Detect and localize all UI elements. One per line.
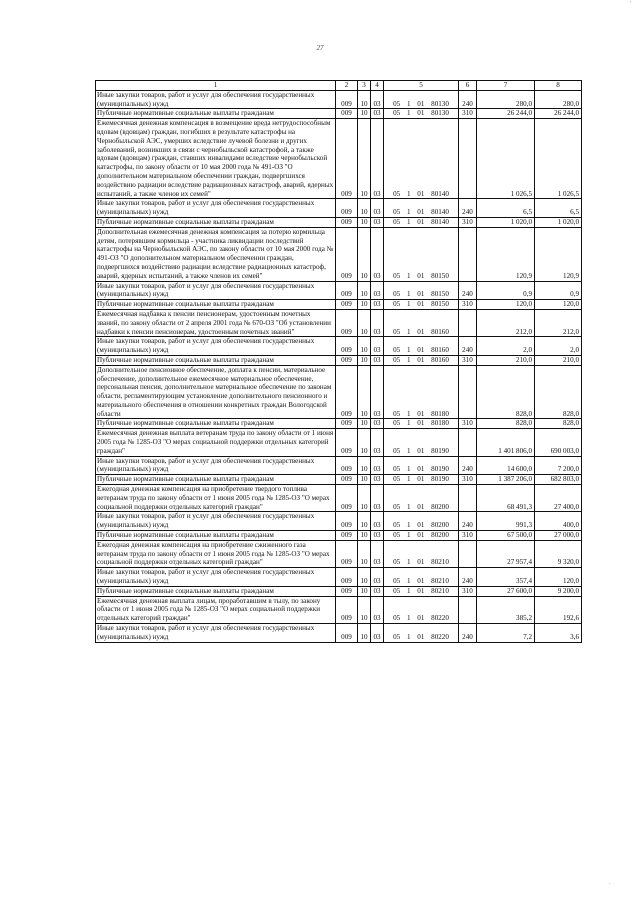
target-article-code: 05 1 01 80200 bbox=[384, 512, 459, 531]
row-description: Ежемесячная денежная выплата лицам, проработавшим в тылу, по закону области от 1 июня 2005 года № 1285-ОЗ "О мерах социальной поддержки отдельных категорий граждан" bbox=[96, 596, 336, 623]
section-code: 10 bbox=[358, 512, 371, 531]
subsection-code: 03 bbox=[371, 309, 384, 336]
section-code: 10 bbox=[358, 586, 371, 596]
table-row bbox=[96, 199, 582, 218]
section-code: 10 bbox=[358, 119, 371, 199]
grbs-code: 009 bbox=[336, 568, 358, 587]
amount-col-7: 828,0 bbox=[477, 419, 535, 429]
amount-col-8: 9 320,0 bbox=[535, 540, 582, 567]
table-row bbox=[96, 531, 582, 541]
amount-col-8: 27 400,0 bbox=[535, 485, 582, 512]
row-description: Дополнительное пенсионное обеспечение, доплата к пенсии, материальное обеспечение, дополнительное ежемесячное материальное обеспечение, персональная пенсия, дополнительное материальное обеспечение по законам области, регламентирующим установление дополнительного пенсионного и материального обеспечения в отношении конкретных граждан Вологодской области bbox=[96, 365, 336, 419]
column-header: 7 bbox=[477, 81, 535, 91]
subsection-code: 03 bbox=[371, 199, 384, 218]
section-code: 10 bbox=[358, 227, 371, 281]
table-row bbox=[96, 365, 582, 419]
column-header: 6 bbox=[459, 81, 477, 91]
amount-col-8: 1 026,5 bbox=[535, 119, 582, 199]
amount-col-7: 26 244,0 bbox=[477, 109, 535, 119]
amount-col-8: 9 200,0 bbox=[535, 586, 582, 596]
amount-col-7: 828,0 bbox=[477, 365, 535, 419]
section-code: 10 bbox=[358, 419, 371, 429]
amount-col-7: 385,2 bbox=[477, 596, 535, 623]
amount-col-7: 1 020,0 bbox=[477, 217, 535, 227]
grbs-code: 009 bbox=[336, 540, 358, 567]
grbs-code: 009 bbox=[336, 586, 358, 596]
table-row bbox=[96, 429, 582, 456]
target-article-code: 05 1 01 80140 bbox=[384, 199, 459, 218]
amount-col-7: 14 600,0 bbox=[477, 456, 535, 475]
target-article-code: 05 1 01 80210 bbox=[384, 586, 459, 596]
grbs-code: 009 bbox=[336, 109, 358, 119]
amount-col-8: 400,0 bbox=[535, 512, 582, 531]
target-article-code: 05 1 01 80160 bbox=[384, 309, 459, 336]
section-code: 10 bbox=[358, 217, 371, 227]
subsection-code: 03 bbox=[371, 119, 384, 199]
table-row bbox=[96, 119, 582, 199]
subsection-code: 03 bbox=[371, 300, 384, 310]
amount-col-7: 120,0 bbox=[477, 300, 535, 310]
amount-col-8: 212,0 bbox=[535, 309, 582, 336]
amount-col-7: 27 600,0 bbox=[477, 586, 535, 596]
grbs-code: 009 bbox=[336, 217, 358, 227]
target-article-code: 05 1 01 80150 bbox=[384, 300, 459, 310]
grbs-code: 009 bbox=[336, 456, 358, 475]
amount-col-8: 828,0 bbox=[535, 419, 582, 429]
subsection-code: 03 bbox=[371, 217, 384, 227]
target-article-code: 05 1 01 80160 bbox=[384, 337, 459, 356]
target-article-code: 05 1 01 80180 bbox=[384, 419, 459, 429]
amount-col-8: 690 003,0 bbox=[535, 429, 582, 456]
target-article-code: 05 1 01 80210 bbox=[384, 568, 459, 587]
subsection-code: 03 bbox=[371, 512, 384, 531]
expense-type-code: 310 bbox=[459, 531, 477, 541]
subsection-code: 03 bbox=[371, 337, 384, 356]
row-description: Иные закупки товаров, работ и услуг для обеспечения государственных (муниципальных) нужд bbox=[96, 281, 336, 300]
target-article-code: 05 1 01 80130 bbox=[384, 90, 459, 109]
section-code: 10 bbox=[358, 475, 371, 485]
subsection-code: 03 bbox=[371, 281, 384, 300]
edge-mark: ' bbox=[630, 1, 632, 7]
table-row bbox=[96, 217, 582, 227]
section-code: 10 bbox=[358, 337, 371, 356]
target-article-code: 05 1 01 80190 bbox=[384, 429, 459, 456]
row-description: Ежегодная денежная компенсация на приобретение сжиженного газа ветеранам труда по закону области от 1 июня 2005 года № 1285-ОЗ "О мерах социальной поддержки отдельных категорий граждан" bbox=[96, 540, 336, 567]
grbs-code: 009 bbox=[336, 300, 358, 310]
subsection-code: 03 bbox=[371, 355, 384, 365]
row-description: Иные закупки товаров, работ и услуг для обеспечения государственных (муниципальных) нужд bbox=[96, 624, 336, 643]
row-description: Ежемесячная денежная выплата ветеранам труда по закону области от 1 июня 2005 года № 1285-ОЗ "О мерах социальной поддержки отдельных категорий граждан" bbox=[96, 429, 336, 456]
table-body bbox=[96, 90, 582, 642]
target-article-code: 05 1 01 80150 bbox=[384, 281, 459, 300]
amount-col-7: 2,0 bbox=[477, 337, 535, 356]
section-code: 10 bbox=[358, 624, 371, 643]
expense-type-code bbox=[459, 119, 477, 199]
row-description: Иные закупки товаров, работ и услуг для обеспечения государственных (муниципальных) нужд bbox=[96, 199, 336, 218]
section-code: 10 bbox=[358, 365, 371, 419]
amount-col-7: 6,5 bbox=[477, 199, 535, 218]
section-code: 10 bbox=[358, 540, 371, 567]
table-row bbox=[96, 596, 582, 623]
page-number: 27 bbox=[316, 44, 324, 52]
amount-col-7: 357,4 bbox=[477, 568, 535, 587]
amount-col-7: 68 491,3 bbox=[477, 485, 535, 512]
expense-type-code: 240 bbox=[459, 456, 477, 475]
amount-col-8: 1 020,0 bbox=[535, 217, 582, 227]
expense-type-code: 240 bbox=[459, 90, 477, 109]
amount-col-8: 2,0 bbox=[535, 337, 582, 356]
subsection-code: 03 bbox=[371, 586, 384, 596]
expense-type-code: 240 bbox=[459, 337, 477, 356]
amount-col-8: 3,6 bbox=[535, 624, 582, 643]
amount-col-8: 682 803,0 bbox=[535, 475, 582, 485]
row-description: Публичные нормативные социальные выплаты гражданам bbox=[96, 217, 336, 227]
row-description: Публичные нормативные социальные выплаты гражданам bbox=[96, 531, 336, 541]
table-header-row bbox=[96, 81, 582, 91]
table-row bbox=[96, 624, 582, 643]
grbs-code: 009 bbox=[336, 309, 358, 336]
column-header: 5 bbox=[384, 81, 459, 91]
amount-col-8: 7 200,0 bbox=[535, 456, 582, 475]
expense-type-code: 310 bbox=[459, 355, 477, 365]
subsection-code: 03 bbox=[371, 365, 384, 419]
row-description: Публичные нормативные социальные выплаты гражданам bbox=[96, 586, 336, 596]
subsection-code: 03 bbox=[371, 429, 384, 456]
expense-type-code: 310 bbox=[459, 109, 477, 119]
target-article-code: 05 1 01 80190 bbox=[384, 475, 459, 485]
row-description: Ежемесячная денежная компенсация в возмещение вреда нетрудоспособным вдовам (вдовцам) граждан, погибших в результате катастрофы на Чернобыльской АЭС, умерших вследствие лучевой болезни и других заболеваний, возникших в связи с чернобыльской катастрофой, а также вдовам (вдовцам) граждан, ставших инвалидами вследствие чернобыльской катастрофы, по закону области от 10 мая 2000 года № 491-ОЗ "О дополнительном материальном обеспечении граждан, подвергшихся воздействию радиации вследствие радиационных катастроф, аварий, ядерных испытаний, а также членов их семей" bbox=[96, 119, 336, 199]
target-article-code: 05 1 01 80190 bbox=[384, 456, 459, 475]
subsection-code: 03 bbox=[371, 540, 384, 567]
amount-col-7: 67 500,0 bbox=[477, 531, 535, 541]
grbs-code: 009 bbox=[336, 485, 358, 512]
subsection-code: 03 bbox=[371, 456, 384, 475]
expense-type-code: 310 bbox=[459, 475, 477, 485]
section-code: 10 bbox=[358, 485, 371, 512]
subsection-code: 03 bbox=[371, 227, 384, 281]
section-code: 10 bbox=[358, 300, 371, 310]
row-description: Публичные нормативные социальные выплаты гражданам bbox=[96, 300, 336, 310]
section-code: 10 bbox=[358, 199, 371, 218]
row-description: Ежемесячная надбавка к пенсии пенсионерам, удостоенным почетных званий, по закону области от 2 апреля 2001 года № 670-ОЗ "Об установлении надбавки к пенсии пенсионерам, удостоенным почетных званий" bbox=[96, 309, 336, 336]
row-description: Публичные нормативные социальные выплаты гражданам bbox=[96, 475, 336, 485]
expense-type-code bbox=[459, 227, 477, 281]
subsection-code: 03 bbox=[371, 475, 384, 485]
target-article-code: 05 1 01 80200 bbox=[384, 485, 459, 512]
grbs-code: 009 bbox=[336, 475, 358, 485]
row-description: Ежегодная денежная компенсация на приобретение твердого топлива ветеранам труда по закону области от 1 июня 2005 года № 1285-ОЗ "О мерах социальной поддержки отдельных категорий граждан" bbox=[96, 485, 336, 512]
grbs-code: 009 bbox=[336, 624, 358, 643]
subsection-code: 03 bbox=[371, 90, 384, 109]
target-article-code: 05 1 01 80200 bbox=[384, 531, 459, 541]
table-row bbox=[96, 337, 582, 356]
section-code: 10 bbox=[358, 109, 371, 119]
target-article-code: 05 1 01 80180 bbox=[384, 365, 459, 419]
section-code: 10 bbox=[358, 90, 371, 109]
amount-col-7: 1 401 806,0 bbox=[477, 429, 535, 456]
table-row bbox=[96, 512, 582, 531]
amount-col-7: 1 387 206,0 bbox=[477, 475, 535, 485]
grbs-code: 009 bbox=[336, 337, 358, 356]
row-description: Иные закупки товаров, работ и услуг для обеспечения государственных (муниципальных) нужд bbox=[96, 568, 336, 587]
amount-col-7: 120,9 bbox=[477, 227, 535, 281]
amount-col-7: 212,0 bbox=[477, 309, 535, 336]
row-description: Иные закупки товаров, работ и услуг для обеспечения государственных (муниципальных) нужд bbox=[96, 90, 336, 109]
grbs-code: 009 bbox=[336, 227, 358, 281]
grbs-code: 009 bbox=[336, 429, 358, 456]
column-header: 3 bbox=[358, 81, 371, 91]
amount-col-8: 120,9 bbox=[535, 227, 582, 281]
expense-type-code: 310 bbox=[459, 300, 477, 310]
amount-col-8: 280,0 bbox=[535, 90, 582, 109]
expense-type-code bbox=[459, 309, 477, 336]
expense-type-code: 240 bbox=[459, 199, 477, 218]
table-row bbox=[96, 456, 582, 475]
expense-type-code: 240 bbox=[459, 281, 477, 300]
amount-col-7: 991,3 bbox=[477, 512, 535, 531]
table-row bbox=[96, 90, 582, 109]
row-description: Публичные нормативные социальные выплаты гражданам bbox=[96, 355, 336, 365]
table-row bbox=[96, 109, 582, 119]
section-code: 10 bbox=[358, 596, 371, 623]
section-code: 10 bbox=[358, 456, 371, 475]
subsection-code: 03 bbox=[371, 109, 384, 119]
grbs-code: 009 bbox=[336, 119, 358, 199]
target-article-code: 05 1 01 80130 bbox=[384, 109, 459, 119]
amount-col-8: 26 244,0 bbox=[535, 109, 582, 119]
expense-type-code: 240 bbox=[459, 512, 477, 531]
target-article-code: 05 1 01 80160 bbox=[384, 355, 459, 365]
amount-col-8: 27 000,0 bbox=[535, 531, 582, 541]
expense-type-code: 310 bbox=[459, 419, 477, 429]
section-code: 10 bbox=[358, 309, 371, 336]
subsection-code: 03 bbox=[371, 419, 384, 429]
expense-type-code: 310 bbox=[459, 586, 477, 596]
amount-col-8: 828,0 bbox=[535, 365, 582, 419]
expense-type-code: 240 bbox=[459, 568, 477, 587]
table-row bbox=[96, 540, 582, 567]
amount-col-8: 6,5 bbox=[535, 199, 582, 218]
row-description: Дополнительная ежемесячная денежная компенсация за потерю кормильца детям, потерявшим кормильца - участника ликвидации последствий катастрофы на Чернобыльской АЭС, по закону области от 10 мая 2000 года № 491-ОЗ "О дополнительном материальном обеспечении граждан, подвергшихся воздействию радиации вследствие радиационных катастроф, аварий, ядерных испытаний, а также членов их семей" bbox=[96, 227, 336, 281]
table-row bbox=[96, 586, 582, 596]
column-header: 1 bbox=[96, 81, 336, 91]
section-code: 10 bbox=[358, 429, 371, 456]
grbs-code: 009 bbox=[336, 512, 358, 531]
amount-col-8: 120,0 bbox=[535, 300, 582, 310]
section-code: 10 bbox=[358, 568, 371, 587]
target-article-code: 05 1 01 80150 bbox=[384, 227, 459, 281]
expense-type-code bbox=[459, 540, 477, 567]
grbs-code: 009 bbox=[336, 365, 358, 419]
amount-col-7: 7,2 bbox=[477, 624, 535, 643]
column-header: 8 bbox=[535, 81, 582, 91]
table-row bbox=[96, 281, 582, 300]
amount-col-7: 280,0 bbox=[477, 90, 535, 109]
expense-type-code: 240 bbox=[459, 624, 477, 643]
table-row bbox=[96, 300, 582, 310]
subsection-code: 03 bbox=[371, 568, 384, 587]
amount-col-7: 0,9 bbox=[477, 281, 535, 300]
amount-col-7: 27 957,4 bbox=[477, 540, 535, 567]
table-row bbox=[96, 568, 582, 587]
amount-col-7: 1 026,5 bbox=[477, 119, 535, 199]
edge-mark: . bbox=[609, 880, 611, 886]
amount-col-8: 192,6 bbox=[535, 596, 582, 623]
table-row bbox=[96, 309, 582, 336]
subsection-code: 03 bbox=[371, 531, 384, 541]
target-article-code: 05 1 01 80140 bbox=[384, 217, 459, 227]
expense-type-code: 310 bbox=[459, 217, 477, 227]
target-article-code: 05 1 01 80210 bbox=[384, 540, 459, 567]
amount-col-8: 0,9 bbox=[535, 281, 582, 300]
target-article-code: 05 1 01 80220 bbox=[384, 624, 459, 643]
subsection-code: 03 bbox=[371, 624, 384, 643]
section-code: 10 bbox=[358, 531, 371, 541]
row-description: Иные закупки товаров, работ и услуг для обеспечения государственных (муниципальных) нужд bbox=[96, 456, 336, 475]
grbs-code: 009 bbox=[336, 281, 358, 300]
column-header: 2 bbox=[336, 81, 358, 91]
section-code: 10 bbox=[358, 281, 371, 300]
row-description: Иные закупки товаров, работ и услуг для обеспечения государственных (муниципальных) нужд bbox=[96, 337, 336, 356]
budget-table bbox=[95, 80, 582, 643]
grbs-code: 009 bbox=[336, 531, 358, 541]
grbs-code: 009 bbox=[336, 90, 358, 109]
grbs-code: 009 bbox=[336, 355, 358, 365]
expense-type-code bbox=[459, 365, 477, 419]
amount-col-8: 120,0 bbox=[535, 568, 582, 587]
row-description: Иные закупки товаров, работ и услуг для обеспечения государственных (муниципальных) нужд bbox=[96, 512, 336, 531]
table-row bbox=[96, 227, 582, 281]
amount-col-7: 210,0 bbox=[477, 355, 535, 365]
section-code: 10 bbox=[358, 355, 371, 365]
table-row bbox=[96, 355, 582, 365]
subsection-code: 03 bbox=[371, 485, 384, 512]
column-header: 4 bbox=[371, 81, 384, 91]
subsection-code: 03 bbox=[371, 596, 384, 623]
table-row bbox=[96, 419, 582, 429]
expense-type-code bbox=[459, 429, 477, 456]
amount-col-8: 210,0 bbox=[535, 355, 582, 365]
grbs-code: 009 bbox=[336, 199, 358, 218]
target-article-code: 05 1 01 80220 bbox=[384, 596, 459, 623]
target-article-code: 05 1 01 80140 bbox=[384, 119, 459, 199]
row-description: Публичные нормативные социальные выплаты гражданам bbox=[96, 419, 336, 429]
row-description: Публичные нормативные социальные выплаты гражданам bbox=[96, 109, 336, 119]
table-row bbox=[96, 475, 582, 485]
grbs-code: 009 bbox=[336, 596, 358, 623]
expense-type-code bbox=[459, 485, 477, 512]
grbs-code: 009 bbox=[336, 419, 358, 429]
table-row bbox=[96, 485, 582, 512]
expense-type-code bbox=[459, 596, 477, 623]
